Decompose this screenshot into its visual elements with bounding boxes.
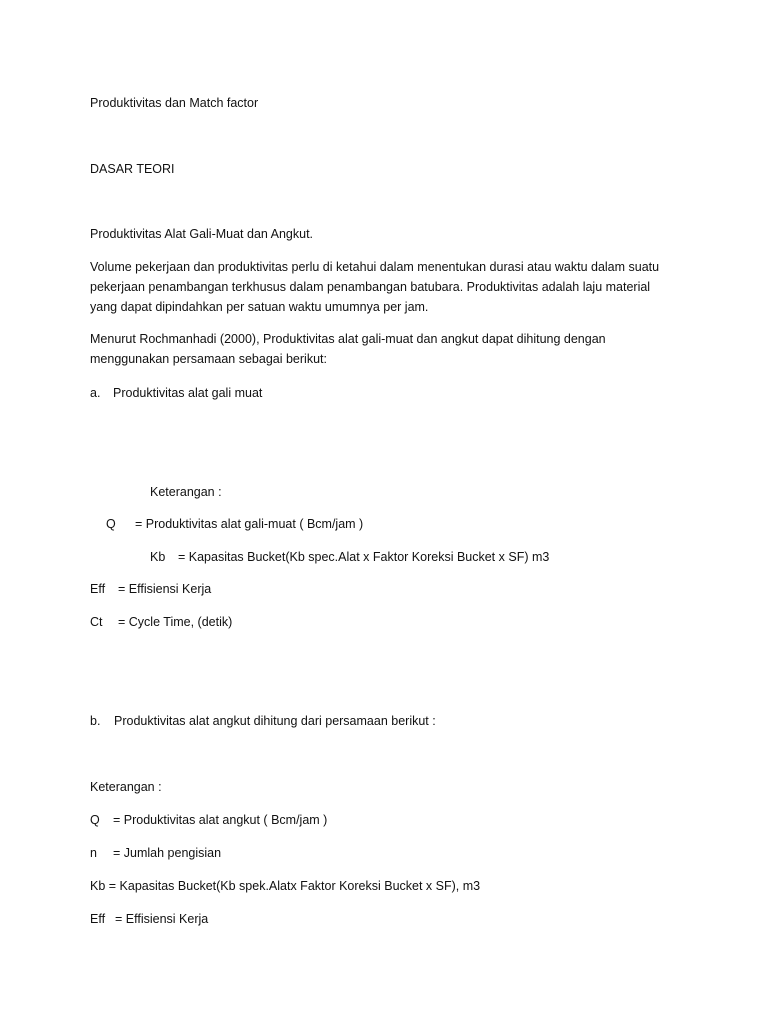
definition-q-a: = Produktivitas alat gali-muat ( Bcm/jam ) (135, 517, 364, 531)
section-heading: DASAR TEORI (90, 162, 175, 176)
symbol-ct-a: Ct (90, 615, 103, 629)
list-marker-b: b. (90, 714, 101, 728)
symbol-eff-b: Eff (90, 912, 106, 926)
subheading: Produktivitas Alat Gali-Muat dan Angkut. (90, 227, 314, 241)
paragraph1-line: pekerjaan penambangan terkhusus dalam penambangan batubara. Produktivitas adalah laju material (90, 280, 651, 294)
list-marker-a: a. (90, 386, 101, 400)
list-item-b: Produktivitas alat angkut dihitung dari persamaan berikut : (114, 714, 436, 728)
paragraph2-line: Menurut Rochmanhadi (2000), Produktivitas alat gali-muat dan angkut dapat dihitung dengan (90, 332, 606, 346)
list-item-a: Produktivitas alat gali muat (113, 386, 263, 400)
keterangan-a: Keterangan : (150, 485, 222, 499)
definition-eff-b: = Effisiensi Kerja (115, 912, 209, 926)
kb-line-b: Kb = Kapasitas Bucket(Kb spek.Alatx Faktor Koreksi Bucket x SF), m3 (90, 879, 481, 893)
paragraph2-line: menggunakan persamaan sebagai berikut: (90, 352, 327, 366)
symbol-eff-a: Eff (90, 582, 106, 596)
paragraph1-line: Volume pekerjaan dan produktivitas perlu di ketahui dalam menentukan durasi atau waktu dalam suatu (90, 260, 660, 274)
paragraph1-line: yang dapat dipindahkan per satuan waktu umumnya per jam. (90, 300, 429, 314)
keterangan-b: Keterangan : (90, 780, 162, 794)
symbol-q-a: Q (106, 517, 116, 531)
definition-q-b: = Produktivitas alat angkut ( Bcm/jam ) (113, 813, 328, 827)
symbol-kb-a: Kb (150, 550, 166, 564)
definition-kb-a: = Kapasitas Bucket(Kb spec.Alat x Faktor Koreksi Bucket x SF) m3 (178, 550, 550, 564)
document-title: Produktivitas dan Match factor (90, 96, 259, 110)
symbol-q-b: Q (90, 813, 100, 827)
symbol-n-b: n (90, 846, 97, 860)
definition-n-b: = Jumlah pengisian (113, 846, 222, 860)
definition-ct-a: = Cycle Time, (detik) (118, 615, 233, 629)
definition-eff-a: = Effisiensi Kerja (118, 582, 212, 596)
